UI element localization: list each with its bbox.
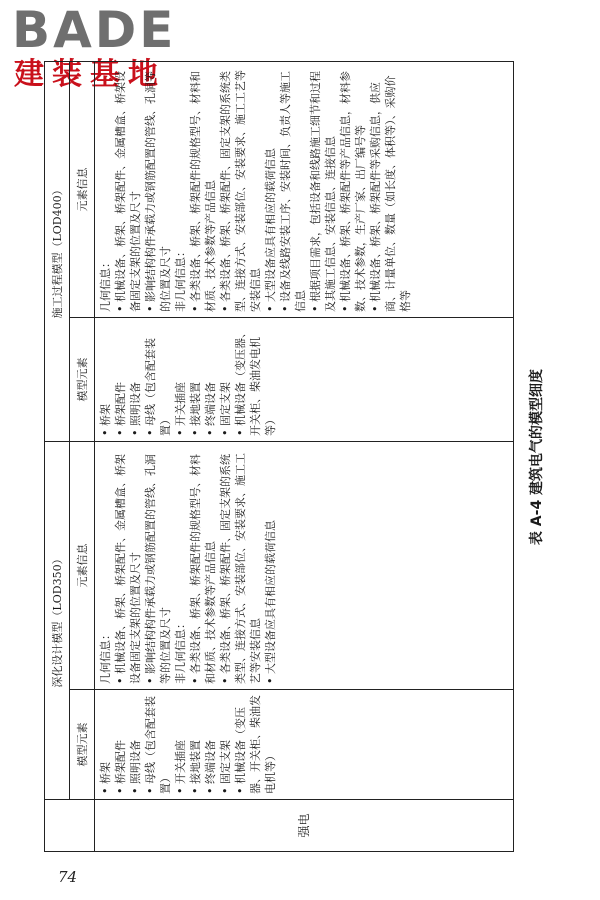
construction-elements-cell — [95, 317, 514, 441]
list-item: • 大型设备应具有相应的载荷信息 — [264, 148, 277, 312]
list-item: • 桥架配件 — [114, 381, 127, 436]
deep-info-cell — [95, 441, 514, 689]
list-item: • 机械设备、桥架、桥架配件、金属槽盒、桥架设备固定支架的位置及尺寸 — [114, 454, 142, 684]
list-item: • 各类设备、桥架、桥架配件的规格型号、材料和材质、技术参数等产品信息 — [189, 454, 217, 684]
list-item: • 桥架 — [99, 403, 112, 436]
list-item: • 桥架配件 — [114, 740, 127, 794]
list-item: • 影响结构构件承载力或钢筋配置的管线、孔洞等的位置及尺寸 — [144, 454, 172, 684]
table-header-sub-row — [70, 61, 95, 851]
list-item: • 固定支架 — [219, 381, 232, 436]
rotated-table-sheet — [44, 62, 592, 852]
list-item: 几何信息： — [99, 629, 112, 684]
list-item: • 母线（包含配套装置） — [144, 696, 172, 794]
construction-info-list — [98, 67, 413, 312]
logo-wordmark: BADE — [12, 1, 177, 59]
deep-elements-cell — [95, 690, 514, 800]
table-header-group-row — [45, 61, 70, 851]
deep-info-list — [98, 447, 278, 684]
list-item: • 开关插座 — [174, 740, 187, 794]
list-item: • 桥架 — [99, 762, 112, 794]
header-deep-model-element: 模型元素 — [70, 690, 95, 800]
list-item: • 影响结构构件承载力或钢筋配置的管线、孔洞等的位置及尺寸 — [144, 71, 172, 312]
list-item: • 机械设备（变压器、开关柜、柴油发电机等） — [234, 327, 277, 436]
list-item: • 各类设备、桥架、桥架配件的规格型号、材料和材质、技术参数等产品信息 — [189, 71, 217, 312]
header-empty-cell — [45, 800, 95, 852]
construction-elements-list — [98, 323, 278, 436]
list-item: • 根据项目需求，包括设备和线路施工细节和过程及其施工信息、安装信息、连接信息 — [309, 71, 337, 312]
deep-elements-list — [98, 695, 278, 794]
rotated-content — [44, 62, 592, 852]
list-item: • 设备及线路安装工序、安装时间、负责人等施工信息 — [279, 71, 307, 312]
header-construction-element-info: 元素信息 — [70, 61, 95, 317]
header-deep-element-info: 元素信息 — [70, 441, 95, 689]
list-item: • 接地装置 — [189, 381, 202, 436]
table-row — [95, 61, 514, 851]
list-item: • 固定支架 — [219, 740, 232, 794]
list-item: • 终端设备 — [204, 381, 217, 436]
list-item: 非几何信息： — [174, 245, 187, 312]
header-construction: 施工过程模型（LOD400） — [45, 61, 70, 441]
list-item: • 照明设备 — [129, 381, 142, 436]
header-construction-model-element: 模型元素 — [70, 317, 95, 441]
list-item: • 机械设备（变压器、开关柜、柴油发电机等） — [234, 695, 277, 794]
page-number: 74 — [58, 868, 78, 886]
list-item: • 照明设备 — [129, 740, 142, 794]
list-item: • 机械设备、桥架、桥架配件、金属槽盒、桥架设备固定支架的位置及尺寸 — [114, 71, 142, 312]
construction-info-cell — [95, 61, 514, 317]
list-item: • 接地装置 — [189, 740, 202, 794]
logo-subtitle: 建装基地 — [14, 57, 166, 92]
table-caption: 表 A-4 建筑电气的模型细度 — [529, 368, 545, 546]
header-deep-design: 深化设计模型（LOD350） — [45, 441, 70, 799]
list-item: 几何信息： — [99, 256, 112, 312]
list-item: 非几何信息： — [174, 618, 187, 684]
list-item: • 开关插座 — [174, 381, 187, 436]
list-item: • 终端设备 — [204, 740, 217, 794]
list-item: • 机械设备、桥架、桥架配件等采购信息，供应商、计量单位、数量（如长度、体积等）、采购价格等 — [369, 75, 412, 312]
model-detail-table — [44, 61, 514, 852]
list-item: • 母线（包含配套装置） — [144, 338, 172, 436]
list-item: • 各类设备、桥架、桥架配件、固定支架的系统类型、连接方式、安装部位、安装要求、施工工艺等安装信息 — [219, 69, 262, 312]
list-item: • 各类设备、桥架、桥架配件、固定支架的系统类型、连接方式、安装部位、安装要求、施工工艺等安装信息 — [219, 453, 262, 684]
category-cell: 强电 — [95, 800, 514, 852]
list-item: • 机械设备、桥架、桥架配件等产品信息，材料参数、技术参数，生产厂家、出厂编号等 — [339, 71, 367, 312]
list-item: • 大型设备应具有相应的载荷信息 — [264, 520, 277, 684]
